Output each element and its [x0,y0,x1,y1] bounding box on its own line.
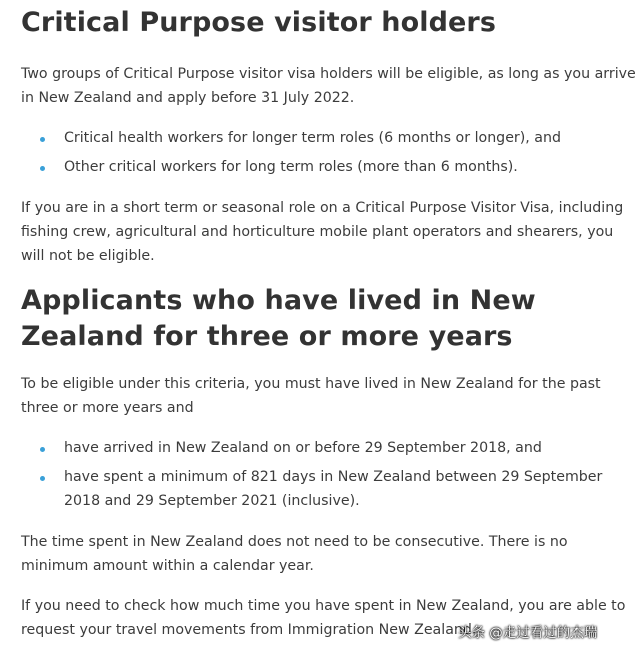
section-heading-critical-purpose: Critical Purpose visitor holders [21,7,497,38]
bullet-dot-icon [40,166,45,171]
bullet-dot-icon [40,476,45,481]
section2-check-note: If you need to check how much time you have spent in New Zealand, you are able to request your travel movements from Immigration New Zealand. [21,598,626,638]
watermark-caption: 头条 @走过看过的杰瑞 [458,625,598,641]
list-item-text: have arrived in New Zealand on or before 29 September 2018, and [64,440,542,456]
list-item-text: Other critical workers for long term roles (more than 6 months). [64,159,518,175]
list-item-text: have spent a minimum of 821 days in New Zealand between 29 September 2018 and 29 September 2021 (inclusive). [64,469,603,509]
bullet-dot-icon [40,447,45,452]
section1-bullet-list [21,126,637,179]
list-item [21,155,637,179]
section1-intro-paragraph: Two groups of Critical Purpose visitor visa holders will be eligible, as long as you arrive in New Zealand and apply before 31 July 2022. [21,66,636,106]
section2-bullet-list [21,436,637,513]
list-item-text: Critical health workers for longer term roles (6 months or longer), and [64,130,561,146]
section1-ineligible-note: If you are in a short term or seasonal role on a Critical Purpose Visitor Visa, including fishing crew, agricultural and horticulture mobile plant operators and shearers, you will not be eligible. [21,200,624,264]
list-item [21,465,637,513]
document-body [21,0,637,642]
section-heading-three-years: Applicants who have lived in New Zealand for three or more years [21,285,536,352]
list-item [21,436,637,460]
bullet-dot-icon [40,137,45,142]
list-item [21,126,637,150]
section2-time-note: The time spent in New Zealand does not need to be consecutive. There is no minimum amount within a calendar year. [21,534,568,574]
section2-intro-paragraph: To be eligible under this criteria, you must have lived in New Zealand for the past three or more years and [21,376,601,416]
